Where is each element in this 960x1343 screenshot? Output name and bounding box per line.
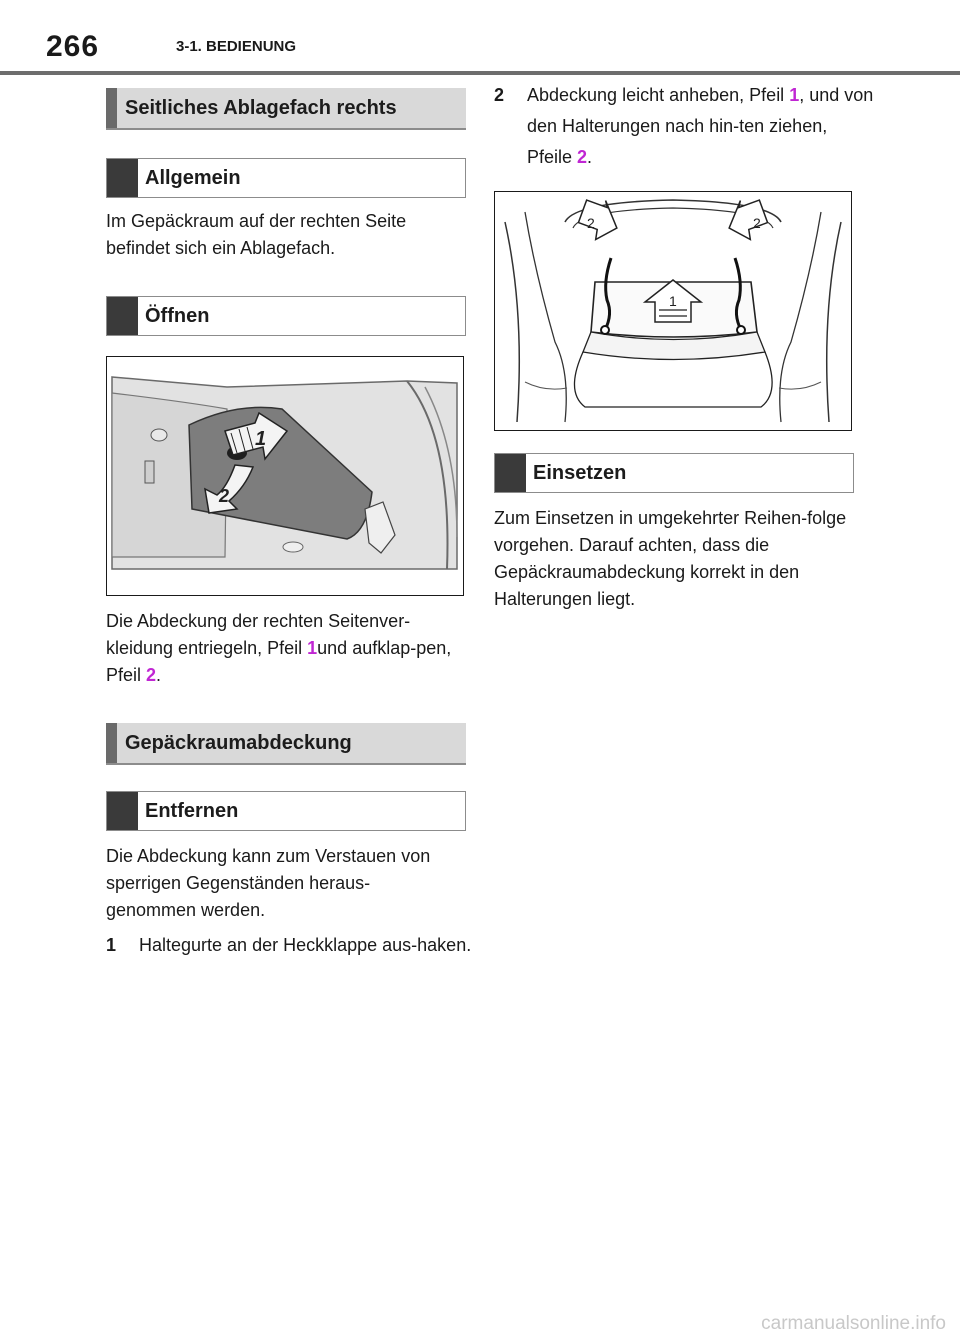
text-oeffnen-b: und aufklap-pen, Pfeil	[106, 638, 452, 685]
subheading-entfernen	[106, 791, 466, 831]
subheading-einsetzen	[494, 453, 854, 493]
luggage-cover-illustration	[495, 192, 851, 430]
step-2	[494, 80, 877, 173]
heading-bar	[106, 88, 117, 128]
text-entfernen: Die Abdeckung kann zum Verstauen von sperrigen Gegenständen heraus-genommen werden.	[106, 846, 431, 920]
heading-bar	[106, 723, 117, 763]
subheading-text: Einsetzen	[533, 462, 627, 484]
heading-text: Gepäckraumabdeckung	[125, 732, 352, 754]
step-2-text-b: , und von den Halterungen nach hin-ten ziehen, Pfeile	[527, 85, 874, 167]
text-oeffnen	[106, 608, 456, 689]
section-label: 3-1. BEDIENUNG	[176, 38, 297, 55]
page-number: 266	[46, 30, 100, 63]
figure-storage-compartment	[106, 356, 464, 596]
right-column	[494, 80, 874, 613]
heading-seitliches-ablagefach	[106, 88, 466, 130]
left-column	[106, 88, 472, 961]
step-1-number: 1	[106, 935, 117, 955]
page-header	[0, 0, 960, 76]
text-einsetzen: Zum Einsetzen in umgekehrter Reihen-folge vorgehen. Darauf achten, dass die Gepäckraumabdeckung korrekt in den Halterungen liegt.	[494, 508, 847, 609]
text-allgemein: Im Gepäckraum auf der rechten Seite befindet sich ein Ablagefach.	[106, 211, 407, 258]
fig1-label-1: 1	[255, 428, 267, 450]
arrow-ref-2: 2	[577, 147, 588, 167]
arrow-ref-1: 1	[307, 638, 318, 658]
step-2-text-c: .	[587, 147, 593, 167]
subheading-bar	[107, 297, 138, 335]
subheading-bar	[495, 454, 526, 492]
heading-text: Seitliches Ablagefach rechts	[125, 97, 397, 119]
step-1	[106, 930, 484, 961]
step-2-number: 2	[494, 85, 505, 105]
storage-compartment-illustration	[107, 357, 463, 595]
heading-gepaeckraumabdeckung	[106, 723, 466, 765]
step-1-text: Haltegurte an der Heckklappe aus-haken.	[139, 935, 472, 955]
subheading-text: Allgemein	[145, 167, 241, 189]
subheading-oeffnen	[106, 296, 466, 336]
subheading-bar	[107, 792, 138, 830]
subheading-text: Öffnen	[145, 305, 210, 327]
subheading-text: Entfernen	[145, 800, 239, 822]
fig2-label-2-right: 2	[753, 215, 761, 231]
subheading-allgemein	[106, 158, 466, 198]
figure-luggage-cover	[494, 191, 852, 431]
text-oeffnen-c: .	[156, 665, 162, 685]
watermark: carmanualsonline.info	[761, 1313, 946, 1334]
text-oeffnen-a: Die Abdeckung der rechten Seitenver-kleidung entriegeln, Pfeil	[106, 611, 411, 658]
step-2-text-a: Abdeckung leicht anheben, Pfeil	[527, 85, 790, 105]
header-rule	[0, 71, 960, 75]
fig1-label-2: 2	[219, 486, 230, 506]
arrow-ref-2: 2	[146, 665, 157, 685]
fig2-label-1: 1	[669, 293, 677, 309]
subheading-bar	[107, 159, 138, 197]
arrow-ref-1: 1	[789, 85, 800, 105]
fig2-label-2-left: 2	[587, 215, 595, 231]
